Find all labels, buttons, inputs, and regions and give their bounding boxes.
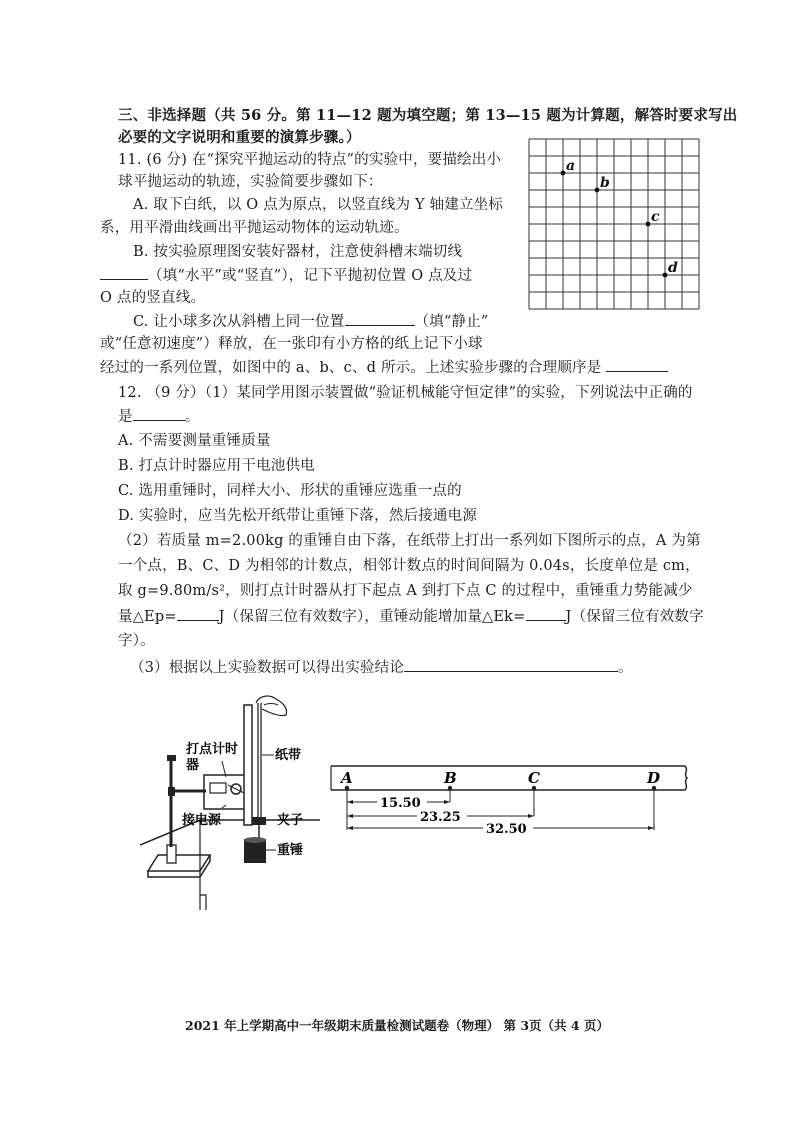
section-title-line2: 必要的文字说明和重要的演算步骤。）	[118, 129, 361, 146]
answer-blank-c[interactable]	[345, 311, 415, 326]
q12-option-c: C. 选用重锤时，同样大小、形状的重锤应选重一点的	[118, 483, 462, 499]
q11-step-c-line2: 或“任意初速度”）释放，在一张印有小方格的纸上记下小球	[100, 336, 483, 352]
q11-step-a-line2: 系，用平滑曲线画出平抛运动物体的运动轨迹。	[100, 220, 409, 236]
grid-label-d: d	[668, 260, 678, 276]
label-timer-line2: 器	[186, 758, 200, 773]
label-weight: 重锤	[277, 843, 304, 858]
answer-blank-order[interactable]	[606, 357, 668, 372]
q12-part2-line2: 一个点，B、C、D 为相邻的计数点，相邻计数点的时间间隔为 0.04s，长度单位是 cm，	[118, 558, 700, 574]
answer-blank-ek[interactable]	[526, 606, 566, 621]
tape-point-c: C	[528, 769, 540, 787]
grid-point-b	[595, 188, 600, 193]
label-timer-line1: 打点计时	[186, 742, 239, 757]
q11-line2: 球平抛运动的轨迹，实验简要步骤如下：	[118, 174, 383, 190]
tape-diagram	[325, 758, 705, 838]
label-tape: 纸带	[275, 748, 302, 763]
grid-label-c: c	[651, 209, 660, 225]
q11-step-b-line2: （填“水平”或“竖直”），记下平抛初位置 O 点及过	[100, 265, 472, 286]
tape-point-a: A	[341, 769, 353, 787]
q11-step-b-line1: B. 按实验原理图安装好器材，注意使斜槽末端切线	[133, 244, 463, 260]
apparatus-diagram	[140, 695, 320, 925]
grid-label-b: b	[600, 175, 610, 191]
q11-step-c-line3: 经过的一系列位置，如图中的 a、b、c、d 所示。上述实验步骤的合理顺序是	[100, 357, 668, 378]
page-footer: 2021 年上学期高中一年级期末质量检测试题卷（物理） 第 3页（共 4 页）	[185, 1018, 609, 1033]
section-title-line1: 三、非选择题（共 56 分。第 11—12 题为填空题；第 13—15 题为计算题，解答时要求写出	[118, 107, 738, 124]
grid-point-a	[561, 171, 566, 176]
grid-point-c	[646, 222, 651, 227]
trajectory-grid	[528, 138, 700, 312]
q12-part2-line3: 取 g=9.80m/s²，则打点计时器从打下起点 A 到打下点 C 的过程中，重锤重力势能减少	[118, 583, 693, 599]
q11-line1: 11. (6 分) 在“探究平抛运动的特点”的实验中，要描绘出小	[118, 152, 502, 168]
label-clip: 夹子	[277, 813, 304, 828]
tape-point-d: D	[647, 769, 661, 787]
grid-label-a: a	[566, 158, 576, 174]
q11-step-b-line3: O 点的竖直线。	[100, 290, 206, 306]
tape-distance-ab: 15.50	[380, 796, 421, 811]
q12-option-a: A. 不需要测量重锤质量	[118, 433, 271, 449]
tape-point-b: B	[444, 769, 457, 787]
tape-distance-ad: 32.50	[486, 822, 527, 837]
q11-step-a-line1: A. 取下白纸，以 O 点为原点，以竖直线为 Y 轴建立坐标	[133, 197, 504, 213]
q12-line2: 是 。	[118, 406, 199, 427]
grid-point-d	[663, 273, 668, 278]
q12-option-d: D. 实验时，应当先松开纸带让重锤下落，然后接通电源	[118, 508, 478, 524]
answer-blank-b[interactable]	[100, 265, 148, 280]
q12-option-b: B. 打点计时器应用干电池供电	[118, 458, 315, 474]
answer-blank-q12-1[interactable]	[133, 406, 185, 421]
q12-part2-line1: （2）若质量 m=2.00kg 的重锤自由下落，在纸带上打出一系列如下图所示的点，A 为第	[118, 533, 701, 549]
answer-blank-ep[interactable]	[177, 606, 219, 621]
answer-blank-conclusion[interactable]	[404, 657, 618, 672]
q12-line1: 12. （9 分）（1）某同学用图示装置做“验证机械能守恒定律”的实验，下列说法中正确的	[118, 385, 693, 401]
q12-part2-line5: 字）。	[118, 633, 155, 649]
q12-part3: （3）根据以上实验数据可以得出实验结论 。	[130, 657, 633, 678]
q11-step-c-line1: C. 让小球多次从斜槽上同一位置 （填“静止”	[133, 311, 489, 332]
tape-distance-ac: 23.25	[420, 810, 461, 825]
label-power: 接电源	[182, 813, 222, 828]
q12-part2-line4: 量△Ep= J（保留三位有效数字），重锤动能增加量△Ek= J（保留三位有效数字	[118, 606, 704, 627]
